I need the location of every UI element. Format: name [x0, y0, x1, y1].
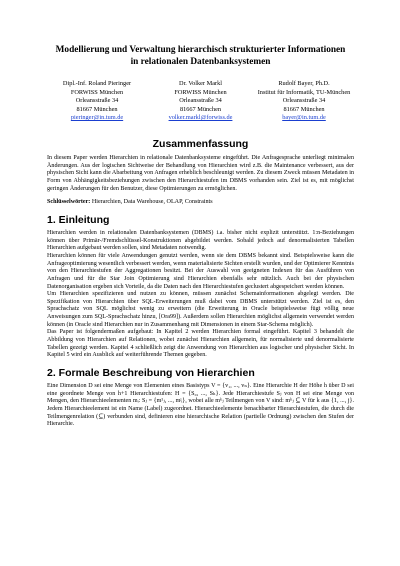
author-city: 81667 München [76, 105, 118, 113]
author-block [47, 80, 354, 123]
abstract-heading: Zusammenfassung [152, 137, 249, 150]
author-email-link[interactable]: bayer@in.tum.de [282, 114, 326, 122]
author-city: 81667 München [283, 105, 325, 113]
section-1-paragraph: Um Hierarchien spezifizieren und nutzen zu können, müssen zunächst Schemainformationen abgelegt werden. Die Spezifikation von Hierarchien über SQL-Erweiterungen muß dabei vom DBMS unterstützt werden. Ziel ist es, den Sprachschatz von SQL möglichst wenig zu erweitern (die Erweiterung in Oracle beispielsweise fügt völlig neue Anweisungen zum SQL-Sprachschatz hinzu, [Ora99]). Außerdem sollen Hierarchien möglichst allgemein verwendet werden können (in Oracle sind Hierarchien nur in Zusammenhang mit Dimensionen in einem Star-Schema möglich). [47, 291, 354, 328]
author-org: Institut für Informatik, TU-München [257, 88, 351, 96]
section-1-heading: 1. Einleitung [47, 213, 110, 226]
section-1-paragraph: Hierarchien können für viele Anwendungen genutzt werden, wenn sie dem DBMS bekannt sind. Beispielsweise kann die Anfrageoptimierung wesentlich verbessert werden, wenn materialisierte Sichten erstellt wurden, und der Optimierer Kenntnis von den Hierarchiestufen der Aggregationen besitzt. Bei der Auswahl von geeigneten Indexen für das Ausführen von Anfragen und für die Star Join Optimierung sind Hierarchien ebenfalls sehr nützlich. Auch bei der physischen Datenorganisation ergeben sich Vorteile, da die Daten nach den Hierarchiestufen geclustert abgespeichert werden können. [47, 252, 354, 290]
author-name: Rudolf Bayer, Ph.D. [278, 80, 330, 87]
author-email-link[interactable]: volker.markl@forwiss.de [168, 114, 233, 122]
author-2 [151, 80, 251, 123]
author-name: Dipl.-Inf. Roland Pieringer [62, 80, 132, 87]
author-email-link[interactable]: pieringer@in.tum.de [70, 114, 124, 122]
author-street: Orleansstraße 34 [282, 97, 326, 105]
keywords-label: Schlüsselwörter: [47, 199, 91, 206]
author-street: Orleansstraße 34 [75, 97, 119, 105]
author-org: FORWISS München [70, 88, 124, 96]
abstract-text: In diesem Paper werden Hierarchien in relationale Datenbanksysteme eingeführt. Die Anfragesprache unterliegt minimalen Änderungen. Aus der logischen Sichtweise der Behandlung von Hierarchien wird z.B. die Maintenance verbessert, aus der physischen Sicht kann die Abarbeitung von Anfragen erheblich beschleunigt werden. Zu diesem Zweck müssen Metadaten in Form von Abhängigkeitsbeziehungen zwischen den Hierarchiestufen im DBMS vorhanden sein. Ziel ist es, mit möglichst geringen Änderungen für den Benutzer, diese Optimierungen zu ermöglichen. [47, 154, 354, 192]
paper-title-line-2: in relationalen Datenbanksystemen [130, 57, 271, 67]
section-1-paragraph: Hierarchien werden in relationalen Datenbanksystemen (DBMS) i.a. bisher nicht explizit unterstützt. 1:n-Beziehungen können über Primär-/Fremdschlüssel-Konstruktionen abgebildet werden. Sobald jedoch auf denormalisierten Tabellen Hierarchien aufgebaut werden sollen, sind Metadaten notwendig. [47, 229, 354, 252]
author-name: Dr. Volker Markl [179, 80, 222, 87]
author-org: FORWISS München [174, 88, 227, 96]
section-2-paragraph: Eine Dimension D sei eine Menge von Elementen eines Basistyps V = {v₁, ..., vₙ}. Eine Hierarchie H der Höhe h über D sei eine geordnete Menge von h+1 Hierarchiestufen: H = {S₀, ..., Sₕ}. Jede Hierarchiestufe Sⱼ von H sei eine Menge von Mengen, den Hierarchieelementen mᵢ: Sⱼ = {m¹ⱼ, ..., mʲᵢ}, wobei alle mᵏⱼ Teilmengen von V sind: mᵏⱼ ⊆ V für k aus {1, ..., j}. Jedem Hierarchieelement ist ein Name (Label) zugeordnet. Hierarchieelemente benachbarter Hierarchiestufen, die durch die Teilmengenrelation (⊆) verbunden sind, definieren eine hierarchische Relation (partielle Ordnung) zwischen den Stufen der Hierarchie. [47, 383, 354, 428]
section-2-heading: 2. Formale Beschreibung von Hierarchien [47, 367, 255, 380]
section-1-paragraph: Das Paper ist folgendermaßen aufgebaut: In Kapitel 2 werden Hierarchien formal eingeführt. Kapitel 3 behandelt die Abbildung von Hierarchien auf Relationen, wobei zunächst Hierarchien allgemein, für normalisierte und denormalisierte Tabellen gezeigt werden. Kapitel 4 schließlich zeigt die Anwendung von Hierarchien aus logischer und physischer Sicht. In Kapitel 5 wird ein Ausblick auf weiterführende Themen gegeben. [47, 329, 354, 359]
author-street: Orleansstraße 34 [179, 97, 222, 105]
author-city: 81667 München [179, 105, 222, 113]
paper-page [47, 44, 354, 429]
author-3 [254, 80, 354, 123]
keywords-line [47, 199, 354, 207]
author-1 [47, 80, 147, 123]
keywords-text: Hierarchien, Data Warehouse, OLAP, Constraints [91, 199, 213, 206]
paper-title-line-1: Modellierung und Verwaltung hierarchisch strukturierter Informationen [55, 45, 346, 55]
